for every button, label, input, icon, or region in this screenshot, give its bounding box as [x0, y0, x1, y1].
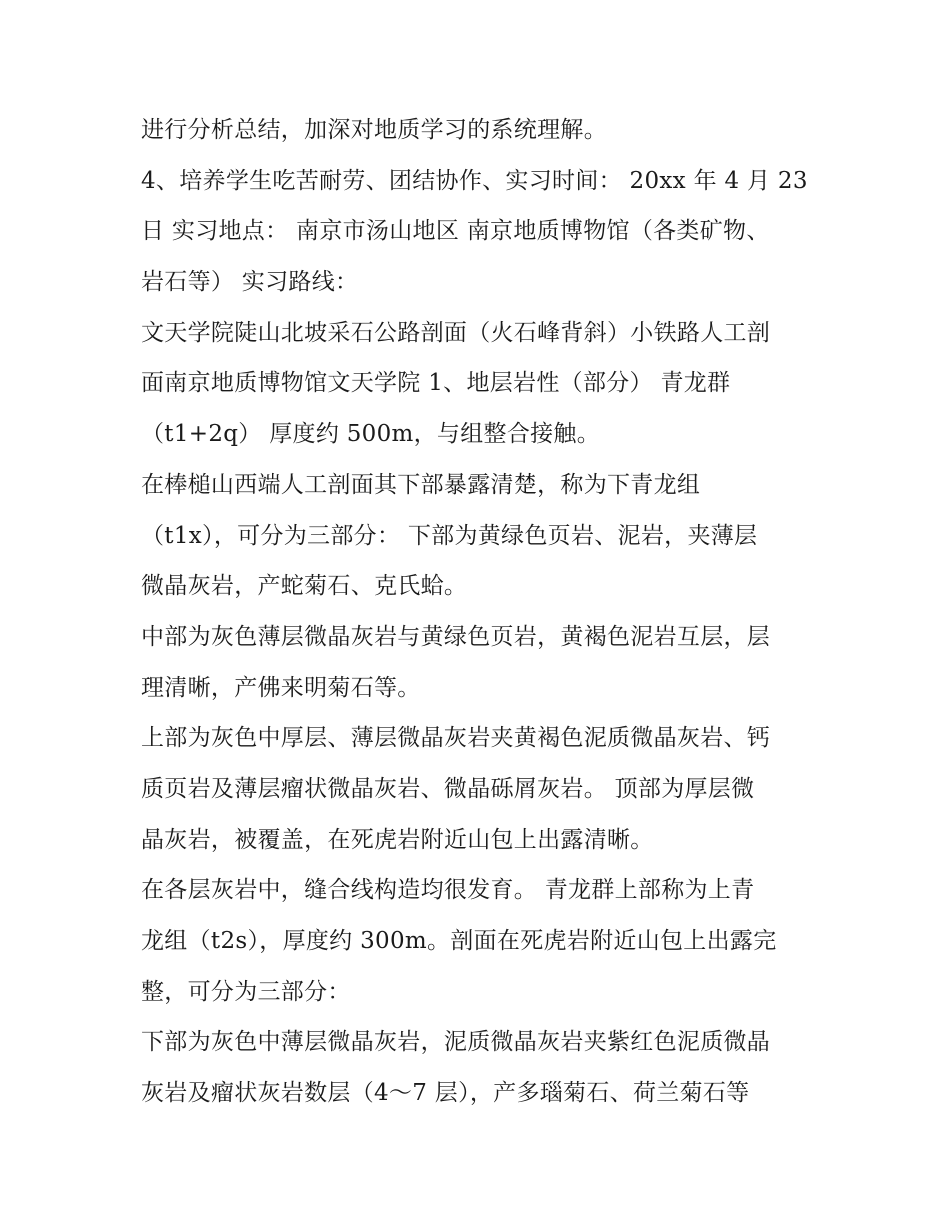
text-line: 文天学院陡山北坡采石公路剖面（火石峰背斜）小铁路人工剖 — [141, 319, 771, 346]
text-line: 理清晰，产佛来明菊石等。 — [141, 674, 421, 701]
text-line: 在棒槌山西端人工剖面其下部暴露清楚，称为下青龙组 — [141, 471, 701, 498]
text-line: 上部为灰色中厚层、薄层微晶灰岩夹黄褐色泥质微晶灰岩、钙 — [141, 725, 771, 752]
document-body — [141, 105, 813, 1119]
text-line: 灰岩及瘤状灰岩数层（4～7 层），产多瑙菊石、荷兰菊石等 — [141, 1080, 750, 1107]
text-line: 面南京地质博物馆文天学院 1、地层岩性（部分） 青龙群 — [141, 370, 731, 397]
text-line: 下部为灰色中薄层微晶灰岩，泥质微晶灰岩夹紫红色泥质微晶 — [141, 1029, 771, 1056]
text-line: 中部为灰色薄层微晶灰岩与黄绿色页岩，黄褐色泥岩互层，层 — [141, 623, 771, 650]
text-line: （t1x），可分为三部分： 下部为黄绿色页岩、泥岩，夹薄层 — [141, 522, 758, 549]
text-line: 龙组（t2s），厚度约 300m。剖面在死虎岩附近山包上出露完 — [141, 928, 777, 954]
text-line: 质页岩及薄层瘤状微晶灰岩、微晶砾屑灰岩。 顶部为厚层微 — [141, 775, 755, 802]
text-line: 整，可分为三部分： — [141, 978, 351, 1005]
text-line: 微晶灰岩，产蛇菊石、克氏蛤。 — [141, 573, 468, 600]
text-line: 日 实习地点： 南京市汤山地区 南京地质博物馆（各类矿物、 — [141, 218, 770, 245]
text-line: 晶灰岩，被覆盖，在死虎岩附近山包上出露清晰。 — [141, 826, 654, 853]
text-line: 在各层灰岩中，缝合线构造均很发育。 青龙群上部称为上青 — [141, 877, 755, 904]
text-line: 进行分析总结，加深对地质学习的系统理解。 — [141, 117, 607, 143]
text-line: 岩石等） 实习路线： — [141, 269, 359, 296]
text-line: 4、培养学生吃苦耐劳、团结协作、实习时间： 20xx 年 4 月 23 — [141, 167, 808, 194]
text-line: （t1+2q） 厚度约 500m，与组整合接触。 — [141, 421, 601, 448]
